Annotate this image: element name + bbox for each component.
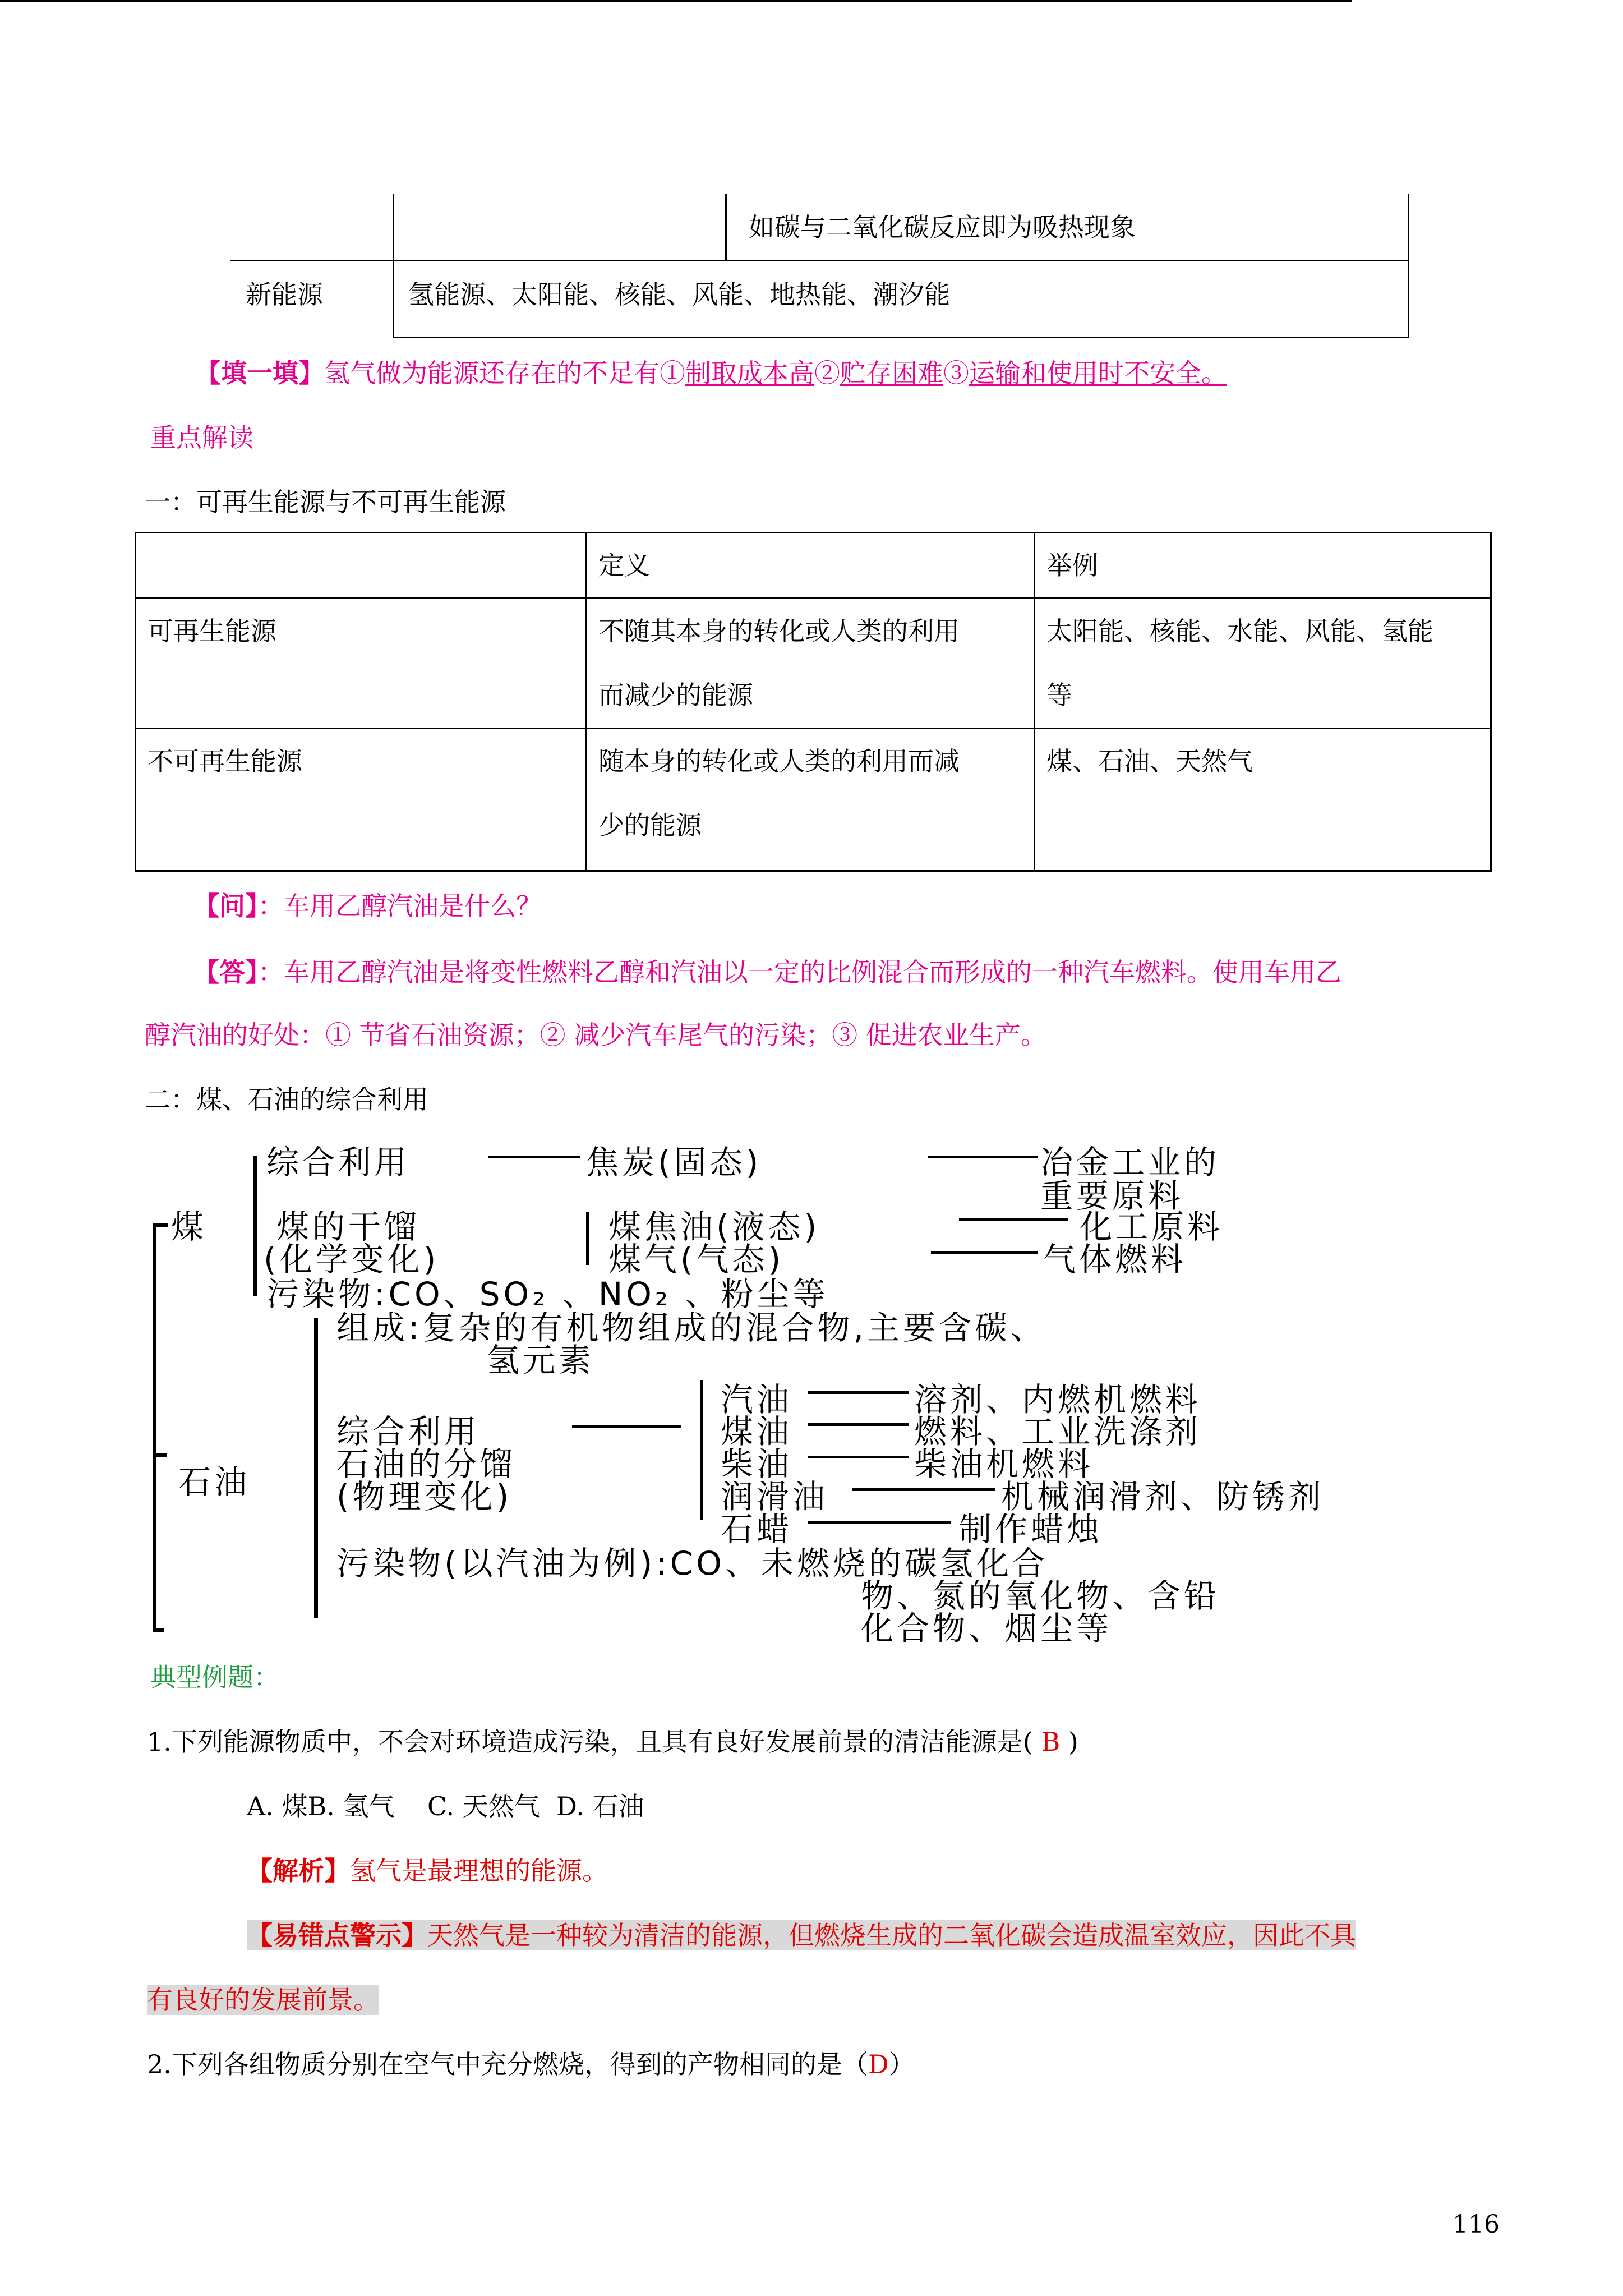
warning-text-1: 天然气是一种较为清洁的能源，但燃烧生成的二氧化碳会造成温室效应，因此不具	[427, 1920, 1356, 1950]
top-table-col-divider-1	[393, 194, 394, 337]
question-1-analysis	[247, 1854, 608, 1888]
coal-tar-dash	[959, 1218, 1068, 1221]
oil-use-line-2: 石油的分馏	[336, 1445, 517, 1483]
top-table-row2-col1: 新能源	[246, 279, 323, 310]
warning-text-2: 有良好的发展前景。	[147, 1985, 379, 2015]
question-2-close: ）	[888, 2049, 915, 2079]
question-2-stem	[147, 2047, 915, 2081]
outer-brace-tip-middle	[156, 1453, 167, 1457]
question-1-warning-line-2	[147, 1983, 379, 2017]
oil-pollutants-line-1: 污染物(以汽油为例):CO、未燃烧的碳氢化合	[336, 1544, 1048, 1582]
coke-label: 焦炭(固态)	[586, 1143, 762, 1181]
question-1-options: A. 煤B. 氢气 C. 天然气 D. 石油	[247, 1791, 644, 1821]
energy-table-header-definition: 定义	[586, 533, 1034, 599]
answer-line-2: 醇汽油的好处：① 节省石油资源；② 减少汽车尾气的污染；③ 促进农业生产。	[145, 1020, 1046, 1050]
oil-label: 石油	[178, 1463, 251, 1501]
fraction-brace	[700, 1380, 703, 1520]
energy-table-cell-example	[1034, 599, 1491, 729]
fill-blank-mid-1: ②	[814, 358, 840, 388]
coal-gas-label: 煤气(气态)	[608, 1240, 785, 1278]
fill-blank-mid-2: ③	[943, 358, 969, 388]
coal-tar-label: 煤焦油(液态)	[608, 1208, 820, 1246]
energy-table-header-empty	[136, 533, 587, 599]
oil-use-line-1: 综合利用	[336, 1412, 481, 1451]
top-table-row2-col2: 氢能源、太阳能、核能、风能、地热能、潮汐能	[408, 279, 950, 310]
energy-table-row-nonrenewable	[136, 729, 1491, 871]
top-table-col-divider-2	[725, 194, 727, 260]
dry-distillation-line-2: (化学变化)	[264, 1240, 440, 1278]
question-2-text: 2.下列各组物质分别在空气中充分燃烧，得到的产物相同的是（	[147, 2049, 868, 2079]
oil-use-line-3: (物理变化)	[336, 1478, 513, 1516]
fraction-paraffin-use: 制作蜡烛	[959, 1510, 1103, 1548]
answer-text-1: ：车用乙醇汽油是将变性燃料乙醇和汽油以一定的比例混合而形成的一种汽车燃料。使用车用乙	[258, 957, 1341, 987]
coal-gas-use: 气体燃料	[1043, 1240, 1187, 1278]
analysis-text: 氢气是最理想的能源。	[350, 1856, 608, 1886]
question-tag: 【问】	[193, 891, 258, 921]
distillation-brace	[586, 1212, 589, 1265]
answer-line-1	[193, 955, 1341, 989]
fill-blank-lead: 氢气做为能源还存在的不足有①	[324, 358, 685, 388]
energy-table-cell-name: 可再生能源	[136, 599, 587, 729]
section2-title: 二：煤、石油的综合利用	[145, 1084, 428, 1115]
energy-table-cell-example	[1034, 729, 1491, 871]
fraction-kerosene-use: 燃料、工业洗涤剂	[914, 1412, 1202, 1451]
example-line-1: 太阳能、核能、水能、风能、氢能	[1046, 616, 1433, 646]
top-table-bottom-border	[393, 337, 1409, 338]
outer-brace	[153, 1223, 156, 1632]
fraction-dash	[808, 1423, 909, 1426]
coal-use-dash	[488, 1156, 580, 1158]
fraction-dash	[852, 1488, 995, 1491]
warning-tag: 【易错点警示】	[247, 1920, 427, 1950]
definition-line-2: 少的能源	[598, 810, 702, 840]
energy-table-row-renewable	[136, 599, 1491, 729]
analysis-tag: 【解析】	[247, 1856, 350, 1886]
energy-table-header-row	[136, 533, 1491, 599]
energy-table	[135, 532, 1492, 872]
question-1-warning-line-1	[247, 1918, 1356, 1952]
energy-table-header-example: 举例	[1034, 533, 1491, 599]
fill-blank-answer-3: 运输和使用时不安全。	[969, 358, 1227, 388]
top-table	[230, 194, 1408, 337]
question-1-text: 1.下列能源物质中，不会对环境造成污染，且具有良好发展前景的清洁能源是(	[147, 1727, 1033, 1757]
fraction-diesel-use: 柴油机燃料	[914, 1445, 1094, 1483]
definition-line-1: 随本身的转化或人类的利用而减	[598, 746, 960, 776]
definition-line-1: 不随其本身的转化或人类的利用	[598, 616, 960, 646]
coal-brace	[253, 1156, 257, 1296]
example-line-2: 等	[1046, 680, 1072, 710]
oil-pollutants-line-2: 物、氮的氧化物、含铅	[861, 1577, 1220, 1615]
section1-title: 一：可再生能源与不可再生能源	[145, 487, 506, 517]
fraction-dash	[808, 1456, 909, 1458]
coal-use-label: 综合利用	[266, 1143, 411, 1181]
top-table-row-divider	[230, 260, 1409, 261]
header-rule	[0, 0, 1352, 2]
coke-dash	[928, 1156, 1038, 1158]
fraction-dash	[808, 1521, 951, 1524]
oil-brace	[314, 1318, 318, 1618]
outer-brace-tip-bottom	[153, 1628, 164, 1632]
top-table-right-border	[1408, 194, 1409, 337]
fraction-lubricant-use: 机械润滑剂、防锈剂	[1001, 1478, 1325, 1516]
coal-label: 煤	[171, 1208, 208, 1246]
outer-brace-tip-top	[153, 1223, 168, 1227]
fraction-kerosene: 煤油	[721, 1412, 793, 1451]
example-line-1: 煤、石油、天然气	[1046, 746, 1253, 776]
coal-gas-dash	[931, 1251, 1038, 1254]
oil-composition-line-2: 氢元素	[487, 1341, 595, 1379]
oil-composition-line-1: 组成:复杂的有机物组成的混合物,主要含碳、	[336, 1309, 1046, 1347]
fraction-lubricant: 润滑油	[721, 1478, 829, 1516]
dry-distillation-line-1: 煤的干馏	[276, 1208, 421, 1246]
question-line	[193, 889, 542, 923]
coke-use-line-1: 冶金工业的	[1040, 1143, 1220, 1181]
oil-use-dash	[572, 1425, 681, 1428]
key-reading-heading: 重点解读	[150, 422, 253, 453]
coal-tar-use: 化工原料	[1080, 1208, 1224, 1246]
fraction-diesel: 柴油	[721, 1445, 793, 1483]
page-number: 116	[1453, 2210, 1500, 2239]
coal-pollutants: 污染物:CO、SO₂ 、NO₂ 、粉尘等	[266, 1275, 829, 1313]
examples-heading: 典型例题：	[150, 1662, 279, 1692]
definition-line-2: 而减少的能源	[598, 680, 753, 710]
question-1-answer: B	[1032, 1727, 1068, 1757]
question-2-answer: D	[868, 2049, 889, 2079]
question-1-close: )	[1068, 1727, 1078, 1757]
energy-table-cell-name: 不可再生能源	[136, 729, 587, 871]
oil-pollutants-line-3: 化合物、烟尘等	[861, 1609, 1113, 1648]
fraction-dash	[808, 1391, 909, 1394]
top-table-row1-col3: 如碳与二氧化碳反应即为吸热现象	[749, 212, 1136, 242]
fill-blank-answer-2: 贮存困难	[840, 358, 943, 388]
fraction-gasoline: 汽油	[721, 1381, 793, 1419]
energy-table-cell-definition	[586, 599, 1034, 729]
fill-blank-answer-1: 制取成本高	[685, 358, 814, 388]
question-1-stem	[147, 1725, 1078, 1759]
fraction-gasoline-use: 溶剂、内燃机燃料	[914, 1381, 1202, 1419]
fill-blank-line	[195, 356, 1227, 390]
fraction-paraffin: 石蜡	[721, 1510, 793, 1548]
coke-use-line-2: 重要原料	[1040, 1177, 1184, 1215]
fill-blank-tag: 【填一填】	[195, 358, 324, 388]
energy-table-cell-definition	[586, 729, 1034, 871]
answer-tag: 【答】	[193, 957, 258, 987]
question-text: ：车用乙醇汽油是什么？	[258, 891, 542, 921]
